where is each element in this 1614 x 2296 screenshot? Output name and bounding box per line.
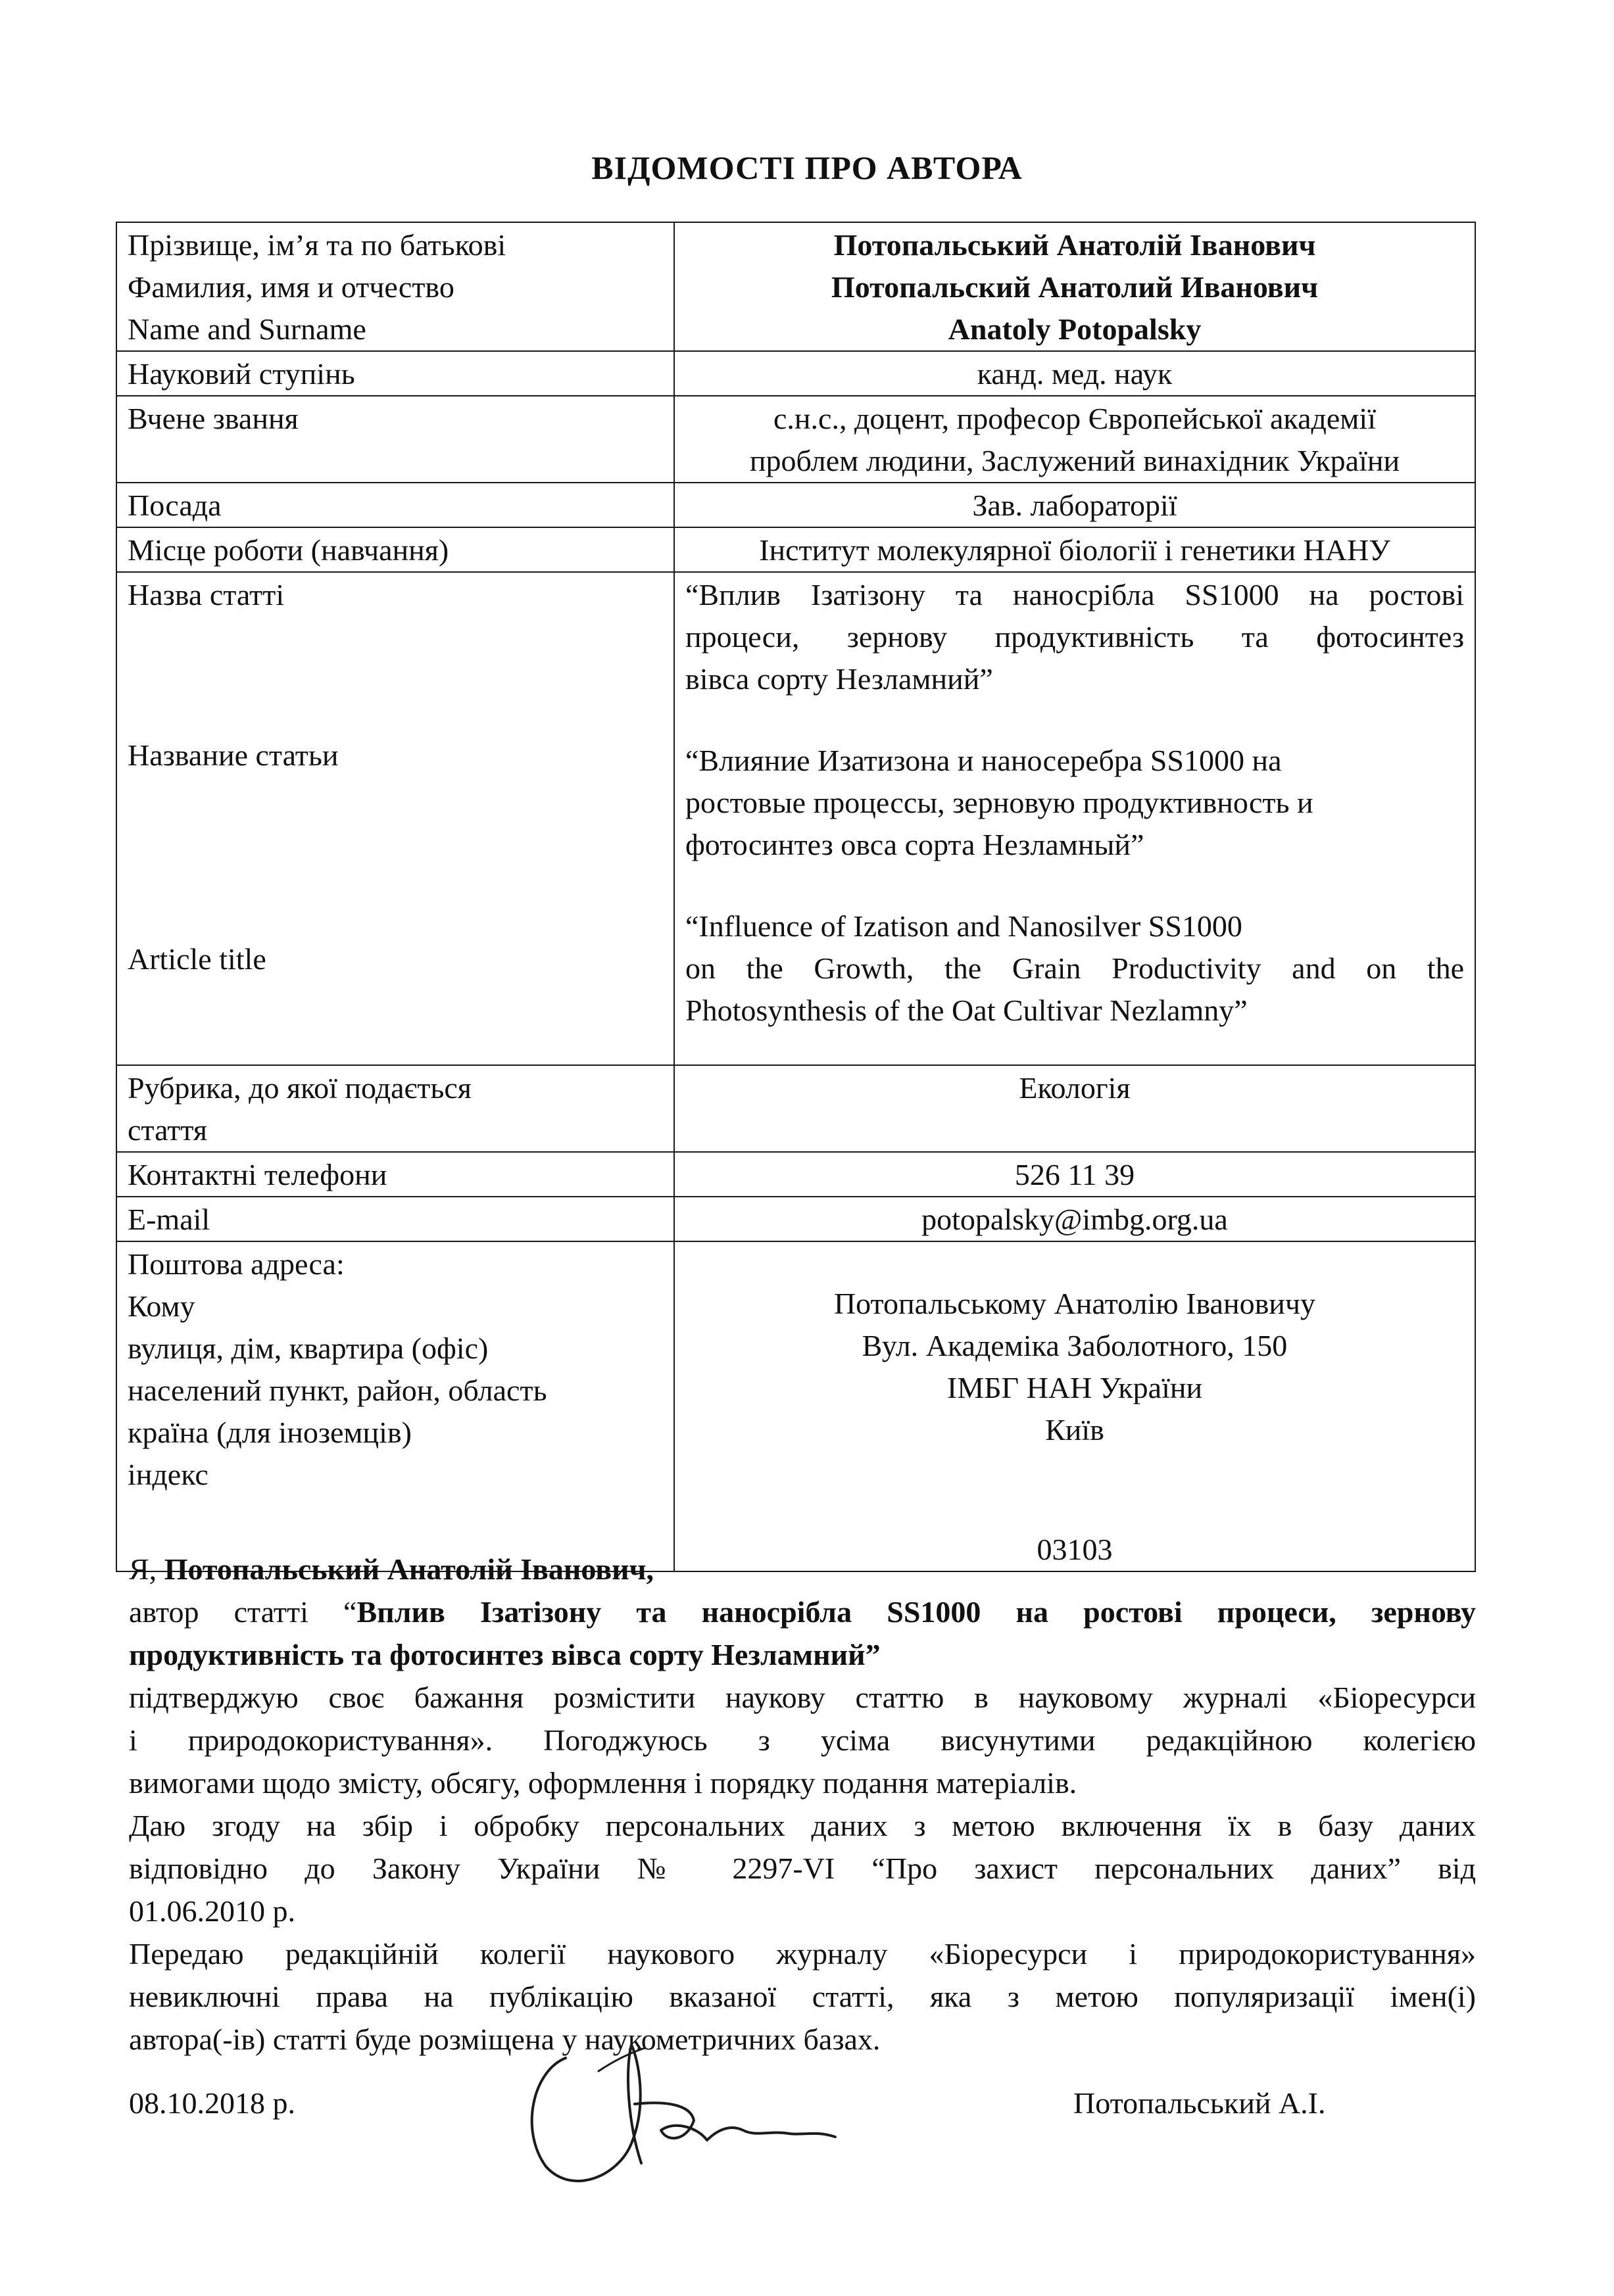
consent-line: і природокористування». Погоджуюсь з усіма висунутими редакційною колегією [129, 1723, 1476, 1757]
article-title-en-line: “Influence of Izatison and Nanosilver SS1000 [685, 909, 1242, 943]
postal-index: 03103 [1037, 1533, 1113, 1566]
value-name-ru: Потопальский Анатолий Иванович [831, 270, 1319, 304]
label-rubric [116, 1065, 674, 1152]
signature-date: 08.10.2018 р. [129, 2086, 295, 2120]
label-article-en: Article title [128, 942, 266, 976]
row-address [116, 1241, 1475, 1571]
label-address [116, 1241, 674, 1571]
value-rank [674, 396, 1475, 483]
value-position: Зав. лабораторії [674, 483, 1475, 527]
row-degree [116, 351, 1475, 396]
value-name [674, 222, 1475, 351]
row-phones [116, 1152, 1475, 1197]
rights-line: автора(-ів) статті буде розміщена у наукометричних базах. [129, 2022, 881, 2056]
label-phones: Контактні телефони [116, 1152, 674, 1197]
value-degree: канд. мед. наук [674, 351, 1475, 396]
author-statement [129, 1548, 1476, 2061]
author-prefix: автор статті “ [129, 1595, 357, 1629]
article-title-en-line: on the Growth, the Grain Productivity and on the [685, 951, 1464, 985]
row-rank [116, 396, 1475, 483]
label-rank: Вчене звання [116, 396, 674, 483]
author-info-table [116, 222, 1476, 1572]
value-rank-line: проблем людини, Заслужений винахідник України [749, 444, 1400, 477]
row-rubric [116, 1065, 1475, 1152]
value-phones: 526 11 39 [674, 1152, 1475, 1197]
data-consent-line: 01.06.2010 р. [129, 1894, 295, 1928]
value-article [674, 572, 1475, 1065]
label-name-ua: Прізвище, ім’я та по батькові [128, 228, 506, 262]
address-line: Вул. Академіка Заболотного, 150 [862, 1329, 1288, 1362]
value-workplace: Інститут молекулярної біології і генетики НАНУ [674, 527, 1475, 572]
label-address-line: населений пункт, район, область [128, 1374, 547, 1407]
article-title-en-line: Photosynthesis of the Oat Cultivar Nezlamny” [685, 993, 1248, 1027]
label-rubric-line: стаття [128, 1113, 208, 1147]
value-address [674, 1241, 1475, 1571]
label-name [116, 222, 674, 351]
row-email [116, 1197, 1475, 1241]
article-title-ua-line: вівса сорту Незламний” [685, 662, 993, 696]
row-workplace [116, 527, 1475, 572]
label-degree: Науковий ступінь [116, 351, 674, 396]
label-workplace: Місце роботи (навчання) [116, 527, 674, 572]
label-address-line: вулиця, дім, квартира (офіс) [128, 1331, 489, 1365]
statement-article-title: продуктивність та фотосинтез вівса сорту Незламний” [129, 1638, 881, 1671]
label-rubric-line: Рубрика, до якої подається [128, 1071, 472, 1105]
rights-line: Передаю редакційній колегії наукового журналу «Біоресурси і природокористування» [129, 1937, 1476, 1971]
handwritten-signature [520, 2032, 848, 2203]
label-name-en: Name and Surname [128, 312, 366, 346]
consent-line: вимогами щодо змісту, обсягу, оформлення і порядку подання матеріалів. [129, 1766, 1077, 1800]
label-article [116, 572, 674, 1065]
article-title-ru-line: фотосинтез овса сорта Незламный” [685, 828, 1144, 861]
label-article-ru: Название статьи [128, 738, 339, 772]
data-consent-line: відповідно до Закону України № 2297-VI “Про захист персональних даних” від [129, 1852, 1476, 1885]
article-title-ua-line: процеси, зернову продуктивність та фотосинтез [685, 620, 1464, 654]
rights-line: невиключні права на публікацію вказаної статті, яка з метою популяризації імен(і) [129, 1980, 1476, 2013]
signer-name: Потопальський А.І. [1073, 2086, 1326, 2120]
label-address-line: країна (для іноземців) [128, 1416, 412, 1449]
label-address-line: Поштова адреса: [128, 1247, 345, 1281]
statement-intro [129, 1548, 1476, 1590]
label-position: Посада [116, 483, 674, 527]
article-title-ru-line: ростовые процессы, зерновую продуктивность и [685, 786, 1313, 819]
statement-article-line [129, 1590, 1476, 1633]
intro-prefix: Я, [129, 1552, 164, 1586]
author-name: Потопальський Анатолій Іванович, [164, 1552, 654, 1586]
data-consent-line: Даю згоду на збір і обробку персональних даних з метою включення їх в базу даних [129, 1809, 1476, 1842]
label-article-ua: Назва статті [128, 578, 285, 611]
value-email: potopalsky@imbg.org.ua [674, 1197, 1475, 1241]
article-title-ru-line: “Влияние Изатизона и наносеребра SS1000 на [685, 744, 1282, 777]
address-line: Потопальському Анатолію Івановичу [833, 1287, 1316, 1320]
value-rubric: Екологія [674, 1065, 1475, 1152]
label-name-ru: Фамилия, имя и отчество [128, 270, 454, 304]
row-position [116, 483, 1475, 527]
label-address-line: індекс [128, 1458, 208, 1491]
value-name-ua: Потопальський Анатолій Іванович [833, 228, 1316, 262]
consent-line: підтверджую своє бажання розмістити наукову статтю в науковому журналі «Біоресурси [129, 1681, 1476, 1714]
row-article [116, 572, 1475, 1065]
label-address-line: Кому [128, 1289, 195, 1323]
statement-article-title: Вплив Ізатізону та наносрібла SS1000 на ростові процеси, зернову [356, 1595, 1476, 1629]
row-name [116, 222, 1475, 351]
value-name-en: Anatoly Potopalsky [948, 312, 1202, 346]
document-title: ВІДОМОСТІ ПРО АВТОРА [591, 149, 1023, 186]
address-line: Київ [1045, 1413, 1104, 1447]
article-title-ua-line: “Вплив Ізатізону та наносрібла SS1000 на ростові [685, 578, 1464, 611]
statement-article-line [129, 1633, 1476, 1676]
address-line: ІМБГ НАН України [946, 1371, 1203, 1404]
value-rank-line: с.н.с., доцент, професор Європейської академії [773, 402, 1376, 435]
label-email: E-mail [116, 1197, 674, 1241]
